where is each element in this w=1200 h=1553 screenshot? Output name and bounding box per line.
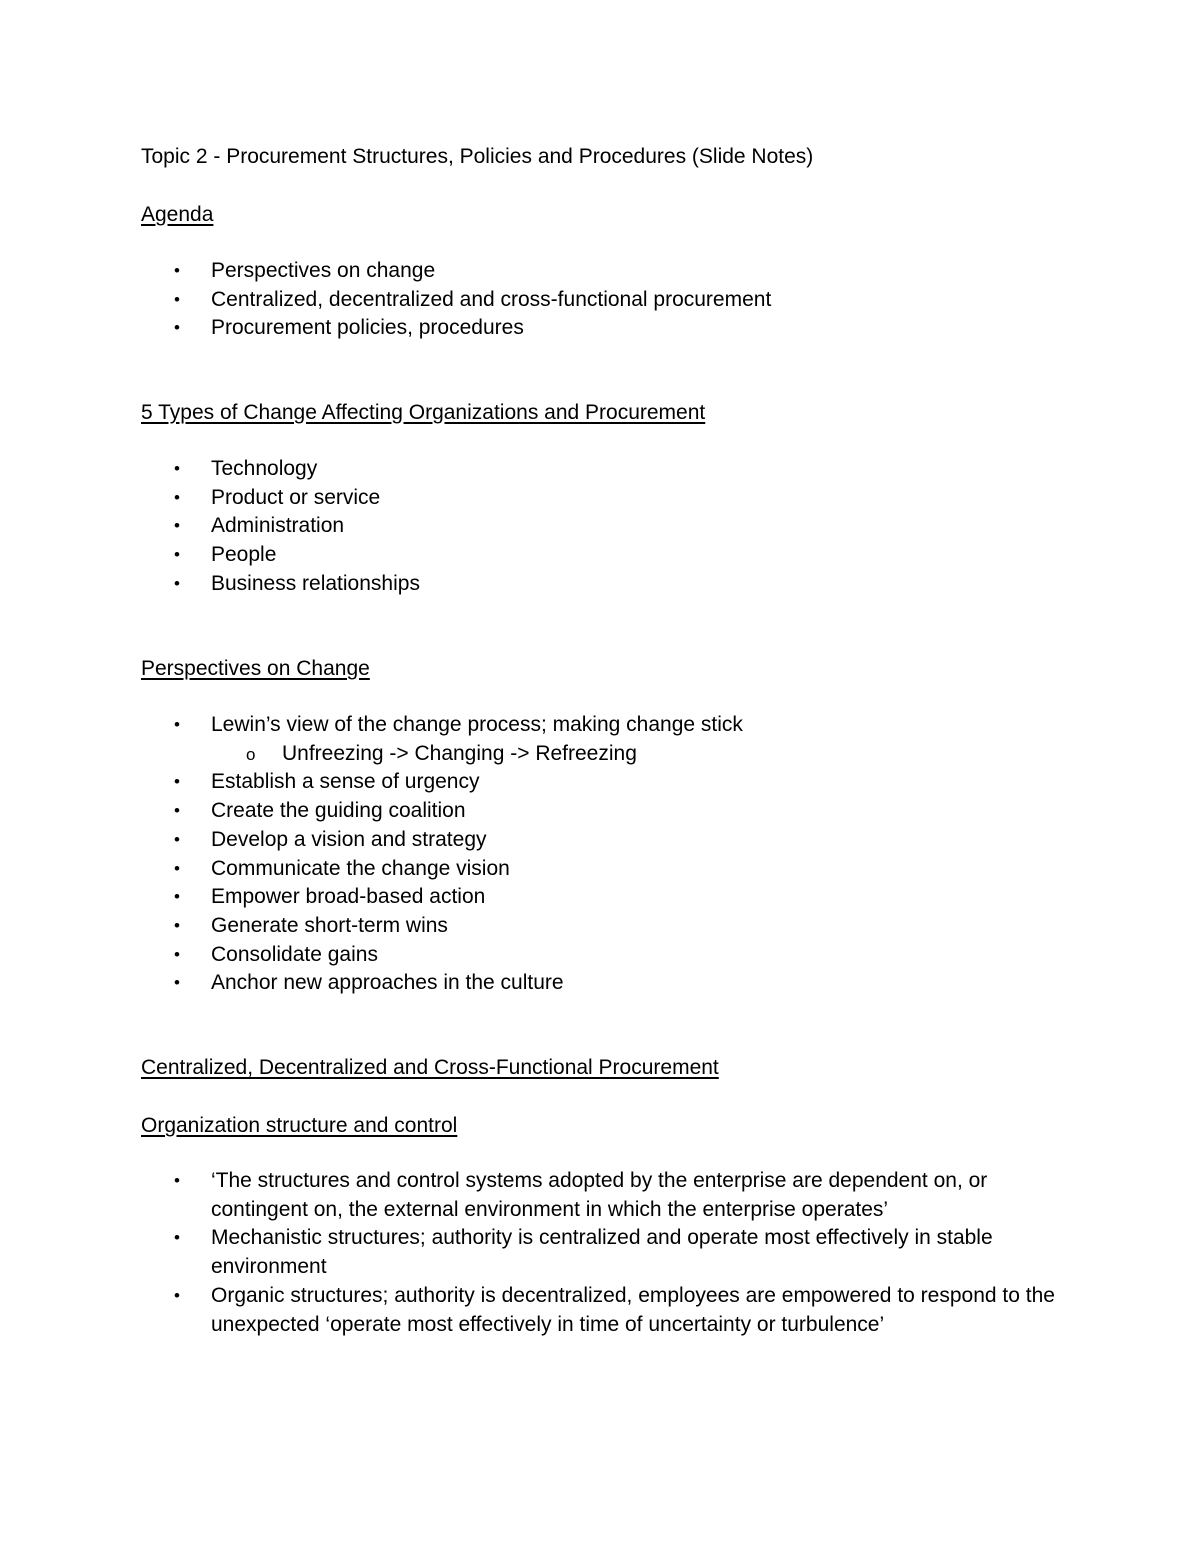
list-item: • Product or service	[0, 484, 1071, 513]
bullet-icon: •	[174, 715, 180, 734]
list-item: • Perspectives on change	[0, 257, 1071, 286]
perspectives-heading: Perspectives on Change	[141, 657, 370, 680]
bullet-icon: •	[174, 887, 180, 907]
org-structure-heading: Organization structure and control	[141, 1114, 458, 1137]
perspectives-list	[0, 711, 1142, 998]
list-item: • ‘The structures and control systems adopted by the enterprise are dependent on, or contingent on, the external environment in which the enterprise operates’	[174, 1169, 988, 1221]
bullet-icon: •	[174, 829, 180, 849]
bullet-icon: •	[174, 261, 180, 280]
list-item: • Establish a sense of urgency	[0, 768, 1071, 797]
bullet-icon: •	[174, 573, 180, 593]
types-of-change-list	[0, 455, 1071, 599]
bullet-icon: •	[174, 858, 180, 878]
bullet-icon: •	[174, 973, 180, 993]
bullet-icon: •	[174, 459, 180, 478]
bullet-icon: •	[174, 915, 180, 935]
bullet-icon: •	[174, 516, 180, 536]
types-of-change-heading: 5 Types of Change Affecting Organizations and Procurement	[141, 401, 706, 424]
list-item: • Organic structures; authority is decentralized, employees are empowered to respond to the unexpected ‘operate most effectively in time of uncertainty or turbulence’	[174, 1283, 1055, 1336]
bullet-icon: •	[174, 487, 180, 507]
list-item: • Mechanistic structures; authority is centralized and operate most effectively in stable environment	[174, 1226, 993, 1279]
list-item: • People	[0, 541, 1071, 570]
list-item: • Empower broad-based action	[0, 883, 1071, 912]
document-title: Topic 2 - Procurement Structures, Policies and Procedures (Slide Notes)	[141, 145, 814, 168]
list-item: • Anchor new approaches in the culture	[0, 969, 1071, 998]
list-item: • Lewin’s view of the change process; making change stick	[0, 711, 1071, 740]
list-item: • Generate short-term wins	[0, 912, 1071, 941]
agenda-list	[0, 257, 1071, 343]
list-item: • Business relationships	[0, 570, 1071, 599]
bullet-icon: •	[174, 1171, 180, 1190]
bullet-icon: •	[174, 318, 180, 338]
list-item: • Technology	[0, 455, 1071, 484]
bullet-icon: •	[174, 944, 180, 964]
bullet-icon: •	[174, 772, 180, 792]
centralized-heading: Centralized, Decentralized and Cross-Functional Procurement	[141, 1056, 719, 1079]
org-structure-list	[0, 1167, 1061, 1339]
list-item: • Procurement policies, procedures	[0, 314, 1071, 343]
list-item: • Administration	[0, 512, 1071, 541]
list-item: • Develop a vision and strategy	[0, 826, 1071, 855]
bullet-icon: •	[174, 1228, 180, 1248]
sub-bullet-icon: o	[246, 744, 256, 764]
bullet-icon: •	[174, 289, 180, 309]
agenda-heading: Agenda	[141, 203, 214, 226]
bullet-icon: •	[174, 1285, 180, 1305]
list-item: • Consolidate gains	[0, 941, 1071, 970]
bullet-icon: •	[174, 545, 180, 565]
list-item: • Communicate the change vision	[0, 855, 1071, 884]
list-item: • Create the guiding coalition	[0, 797, 1071, 826]
sub-list-item: o Unfreezing -> Changing -> Refreezing	[0, 740, 1142, 769]
list-item: • Centralized, decentralized and cross-functional procurement	[0, 286, 1071, 315]
bullet-icon: •	[174, 801, 180, 821]
